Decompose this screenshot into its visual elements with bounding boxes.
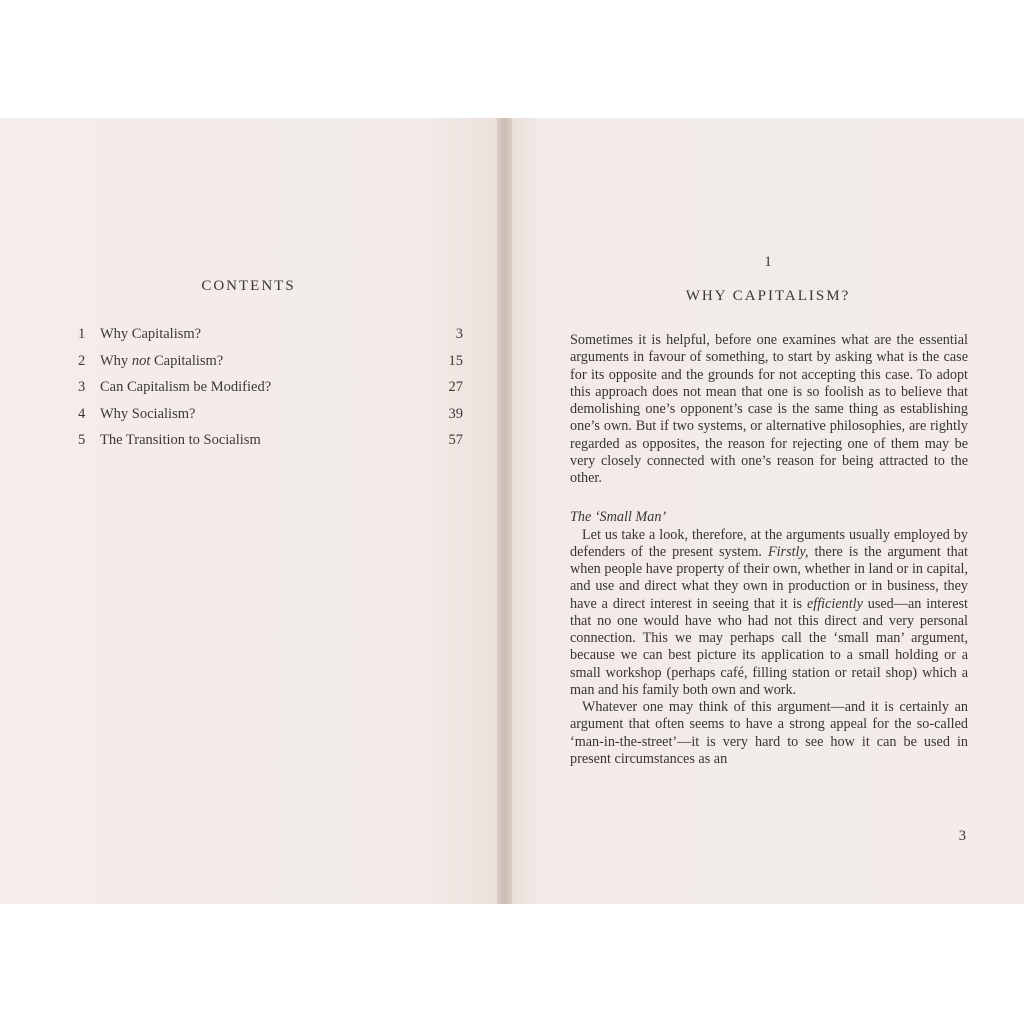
toc-title: Why Capitalism?: [100, 326, 202, 342]
contents-heading: CONTENTS: [201, 278, 296, 294]
toc-page: 39: [448, 405, 463, 422]
toc-page: 15: [448, 352, 463, 369]
toc-entry: [78, 353, 463, 380]
toc-page: 27: [448, 379, 463, 395]
toc-title: Can Capitalism be Modified?: [100, 379, 272, 395]
toc-title: The Transition to Socialism: [100, 432, 261, 448]
toc-entry: [78, 406, 463, 433]
toc-number: 4: [78, 405, 86, 422]
toc-entry: [78, 326, 463, 353]
toc-entry: [78, 379, 463, 406]
toc-number: 1: [78, 326, 86, 342]
section-heading: The ‘Small Man’: [570, 509, 667, 526]
chapter-number: 1: [764, 254, 772, 270]
book-gutter: [497, 118, 512, 904]
table-of-contents: [78, 326, 463, 459]
paragraph: Let us take a look, therefore, at the arguments usually employed by defenders of the present system. Firstly, there is the argument that when people have property of their own, whether in land or in capital, and use and direct what they own in production or in business, they have a direct interest in seeing that it is efficiently used—an interest that no one would have who had not this direct and very personal connection. This we may perhaps call the ‘small man’ argument, because we can best picture its application to a small holding or a small workshop (perhaps café, filling station or retail shop) which a man and his family both own and work.: [570, 526, 968, 698]
toc-title: Why not Capitalism?: [100, 352, 224, 369]
toc-title: Why Socialism?: [100, 405, 196, 422]
chapter-title: WHY CAPITALISM?: [685, 288, 851, 304]
right-page: [512, 118, 1024, 904]
paragraph: Sometimes it is helpful, before one examines what are the essential arguments in favour of something, to start by asking what is the case for its opposite and the grounds for not accepting this case. To adopt this approach does not mean that one is so foolish as to believe that demolishing one’s opponent’s case is the same thing as establishing one’s own. But if two systems, or alternative philosophies, are rightly regarded as opposites, the reason for rejecting one of them may be very closely connected with one’s reason for being attracted to the other.: [570, 332, 968, 486]
paragraph: Whatever one may think of this argument—and it is certainly an argument that often seems to have a strong appeal for the so-called ‘man-in-the-street’—it is very hard to see how it can be used in present circumstances as an: [570, 699, 968, 767]
toc-number: 2: [78, 352, 86, 369]
toc-number: 3: [78, 379, 86, 395]
chapter-body: [570, 332, 968, 768]
toc-number: 5: [78, 432, 86, 448]
left-page: [0, 118, 497, 904]
toc-entry: [78, 432, 463, 459]
page-number: 3: [958, 828, 966, 844]
toc-page: 57: [448, 432, 463, 448]
toc-page: 3: [455, 326, 463, 342]
